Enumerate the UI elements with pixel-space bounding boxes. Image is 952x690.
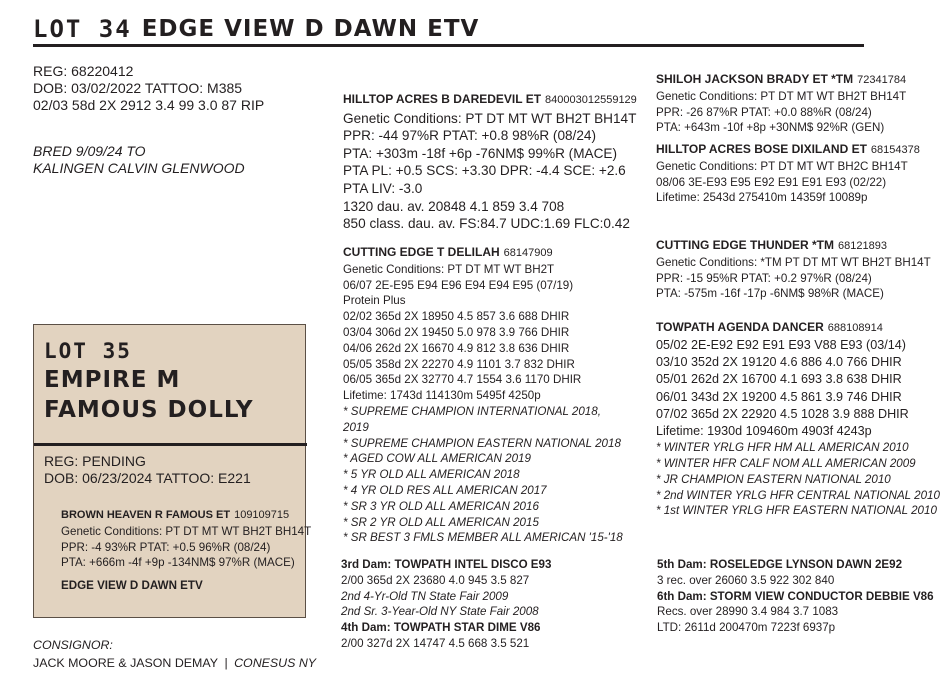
mgd-honor-line: * 2nd WINTER YRLG HFR CENTRAL NATIONAL 2010 [656,488,940,502]
ssd-block [656,142,920,206]
dam-detail-line: 02/02 365d 2X 18950 4.5 857 3.6 688 DHIR [343,310,570,324]
consignor-block [33,638,316,672]
dam-detail-line: Protein Plus [343,294,406,308]
sss-name: SHILOH JACKSON BRADY ET *TM [656,72,854,86]
dam-detail-line: 06/07 2E-E95 E94 E96 E94 E94 E95 (07/19) [343,278,574,292]
lot34-dob: DOB: 03/02/2022 TATTOO: M385 [33,80,243,96]
dam3-note: 2nd Sr. 3-Year-Old NY State Fair 2008 [341,605,539,619]
lot34-title [33,12,479,46]
lot35-box [33,324,312,618]
mgd-reg: 688108914 [827,322,883,334]
sire-detail-line: 850 class. dau. av. FS:84.7 UDC:1.69 FLC:0.42 [343,216,630,232]
ssd-lines [656,159,920,206]
sire-lines [343,110,637,233]
sire-name: HILLTOP ACRES B DAREDEVIL ET [343,92,542,106]
lot35-sire-lines [61,524,311,571]
sire-detail-line: PPR: -44 97%R PTAT: +0.8 98%R (08/24) [343,128,596,144]
sire-block [343,90,637,233]
lot35-divider [34,443,307,446]
lot35-info [44,453,251,487]
dam-honors [343,404,623,546]
dam-lines [343,262,623,404]
mgd-detail-line: Lifetime: 1930d 109460m 4903f 4243p [656,424,872,439]
dam-detail-line: Genetic Conditions: PT DT MT WT BH2T [343,262,555,276]
dam4-label: 4th Dam: TOWPATH STAR DIME V86 [341,621,541,635]
sss-detail-line: PPR: -26 87%R PTAT: +0.0 88%R (08/24) [656,105,872,119]
mgs-lines [656,255,931,302]
dam-honor-line: * 5 YR OLD ALL AMERICAN 2018 [343,468,520,482]
lot34-record: 02/03 58d 2X 2912 3.4 99 3.0 87 RIP [33,97,265,113]
dam3-label: 3rd Dam: TOWPATH INTEL DISCO E93 [341,558,552,571]
lot35-name-line1: EMPIRE M [44,367,181,393]
sire-detail-line: Genetic Conditions: PT DT MT WT BH2T BH14T [343,110,637,126]
dam5-label: 5th Dam: ROSELEDGE LYNSON DAWN 2E92 [657,558,903,571]
ssd-detail-line: Genetic Conditions: PT DT MT WT BH2C BH14T [656,159,908,173]
mgs-reg: 68121893 [838,240,887,252]
lot35-sire-detail-line: PTA: +666m -4f +9p -134NM$ 97%R (MACE) [61,556,295,570]
dam3-block [341,557,551,652]
lot35-dam-name: EDGE VIEW D DAWN ETV [61,579,203,592]
dam5-record: 3 rec. over 26060 3.5 922 302 840 [657,573,835,587]
consignor-label: CONSIGNOR: [33,638,113,652]
dam-block [343,245,623,546]
lot34-bred-line1: BRED 9/09/24 TO [33,143,146,159]
lot35-reg: REG: PENDING [44,453,146,469]
lot35-sire-detail-line: PPR: -4 93%R PTAT: +0.5 96%R (08/24) [61,540,271,554]
sire-detail-line: PTA PL: +0.5 SCS: +3.30 DPR: -4.4 SCE: +2.6 [343,163,626,179]
lot35-sire-block [61,507,311,571]
dam4-record: 2/00 327d 2X 14747 4.5 668 3.5 521 [341,636,530,650]
mgd-detail-line: 05/01 262d 2X 16700 4.1 693 3.8 638 DHIR [656,372,902,387]
consignor-separator: | [224,656,228,670]
dam-honor-line: 2019 [343,420,369,434]
mgs-name: CUTTING EDGE THUNDER *TM [656,238,834,252]
ssd-reg: 68154378 [870,144,920,156]
dam-detail-line: 03/04 306d 2X 19450 5.0 978 3.9 766 DHIR [343,325,570,339]
dam-honor-line: * SUPREME CHAMPION EASTERN NATIONAL 2018 [343,436,621,450]
dam-name: CUTTING EDGE T DELILAH [343,245,500,259]
mgd-detail-line: 05/02 2E-E92 E92 E91 E93 V88 E93 (03/14) [656,338,906,352]
mgd-block [656,318,940,519]
lot34-reg: REG: 68220412 [33,63,134,79]
lot35-tag: LOT 35 [44,339,132,363]
lot34-name: EDGE VIEW D DAWN ETV [141,16,480,42]
sss-detail-line: PTA: +643m -10f +8p +30NM$ 92%R (GEN) [656,121,885,135]
sire-detail-line: PTA LIV: -3.0 [343,180,423,196]
dam6-record: Recs. over 28990 3.4 984 3.7 1083 [657,605,839,619]
lot35-sire-detail-line: Genetic Conditions: PT DT MT WT BH2T BH14T [61,524,312,538]
dam-honor-line: * SR 3 YR OLD ALL AMERICAN 2016 [343,499,539,513]
mgd-honor-line: * JR CHAMPION EASTERN NATIONAL 2010 [656,472,891,486]
mgs-detail-line: Genetic Conditions: *TM PT DT MT WT BH2T BH14T [656,255,931,269]
lot34-bred [33,143,245,177]
lot35-name-line2: FAMOUS DOLLY [44,397,254,423]
mgs-detail-line: PTA: -575m -16f -17p -6NM$ 98%R (MACE) [656,287,884,301]
mgd-lines [656,337,940,440]
lot34-info [33,63,264,114]
mgd-honor-line: * WINTER HFR CALF NOM ALL AMERICAN 2009 [656,457,916,471]
lot34-tag: LOT 34 [33,15,132,43]
mgs-block [656,238,931,302]
mgs-detail-line: PPR: -15 95%R PTAT: +0.2 97%R (08/24) [656,271,872,285]
consignor-location: CONESUS NY [234,656,317,670]
dam-honor-line: * 4 YR OLD RES ALL AMERICAN 2017 [343,483,547,497]
mgd-detail-line: 03/10 352d 2X 19120 4.6 886 4.0 766 DHIR [656,355,902,370]
title-divider [33,44,864,47]
ssd-detail-line: Lifetime: 2543d 275410m 14359f 10089p [656,191,868,205]
mgd-detail-line: 07/02 365d 2X 22920 4.5 1028 3.9 888 DHIR [656,406,909,421]
sss-reg: 72341784 [857,74,907,86]
sire-reg: 840003012559129 [545,94,637,106]
dam-detail-line: 05/05 358d 2X 22270 4.9 1101 3.7 832 DHIR [343,357,575,371]
lot34-bred-line2: KALINGEN CALVIN GLENWOOD [33,160,245,176]
sire-detail-line: 1320 dau. av. 20848 4.1 859 3.4 708 [343,198,565,214]
lot35-sire-name: BROWN HEAVEN R FAMOUS ET [61,509,231,521]
dam5-block [657,557,934,636]
lot35-sire-reg: 109109715 [234,509,290,521]
dam-detail-line: 06/05 365d 2X 32770 4.7 1554 3.6 1170 DHIR [343,373,582,387]
dam-honor-line: * SUPREME CHAMPION INTERNATIONAL 2018, [343,404,601,418]
dam-honor-line: * SR BEST 3 FMLS MEMBER ALL AMERICAN '15-'18 [343,531,623,545]
mgd-honors [656,440,940,519]
dam3-note: 2nd 4-Yr-Old TN State Fair 2009 [341,589,509,603]
lot35-dob: DOB: 06/23/2024 TATTOO: E221 [44,470,251,486]
sss-block [656,72,906,136]
dam-honor-line: * AGED COW ALL AMERICAN 2019 [343,452,531,466]
dam6-label: 6th Dam: STORM VIEW CONDUCTOR DEBBIE V86 [657,589,934,603]
dam6-record: LTD: 2611d 200470m 7223f 6937p [657,621,836,635]
mgd-name: TOWPATH AGENDA DANCER [656,320,824,334]
sire-detail-line: PTA: +303m -18f +6p -76NM$ 99%R (MACE) [343,145,617,161]
dam-detail-line: Lifetime: 1743d 114130m 5495f 4250p [343,389,541,403]
dam-honor-line: * SR 2 YR OLD ALL AMERICAN 2015 [343,515,539,529]
ssd-detail-line: 08/06 3E-E93 E95 E92 E91 E91 E93 (02/22) [656,175,887,189]
dam-detail-line: 04/06 262d 2X 16670 4.9 812 3.8 636 DHIR [343,341,570,355]
sss-detail-line: Genetic Conditions: PT DT MT WT BH2T BH14T [656,89,907,103]
ssd-name: HILLTOP ACRES BOSE DIXILAND ET [656,142,867,156]
mgd-detail-line: 06/01 343d 2X 19200 4.5 861 3.9 746 DHIR [656,389,902,404]
dam-reg: 68147909 [503,247,553,259]
lot35-title [44,337,254,425]
dam3-record: 2/00 365d 2X 23680 4.0 945 3.5 827 [341,573,530,587]
mgd-honor-line: * WINTER YRLG HFR HM ALL AMERICAN 2010 [656,441,909,455]
sss-lines [656,89,906,136]
consignor-names: JACK MOORE & JASON DEMAY [33,656,218,670]
mgd-honor-line: * 1st WINTER YRLG HFR EASTERN NATIONAL 2010 [656,504,937,518]
